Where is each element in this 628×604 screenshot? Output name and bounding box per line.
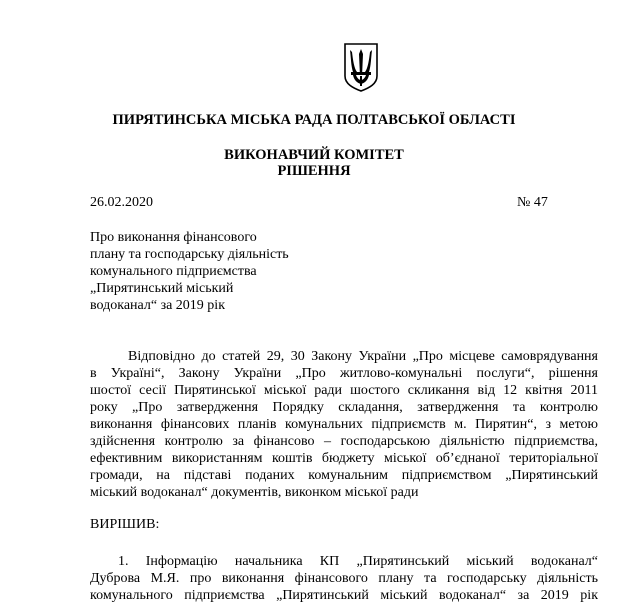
document-number: № 47 bbox=[517, 195, 548, 210]
paragraph-line: шостої сесії Пирятинської міської ради шостого скликання від 12 квітня 2011 bbox=[90, 383, 598, 398]
item-line: Дуброва М.Я. про виконання фінансового плану та господарську діяльність bbox=[90, 571, 598, 586]
preamble-paragraph bbox=[90, 348, 598, 501]
committee-title: ВИКОНАВЧИЙ КОМІТЕТ bbox=[224, 147, 404, 163]
subject-line: комунального підприємства bbox=[90, 264, 257, 279]
resolution-item-1 bbox=[90, 553, 598, 604]
subject-block bbox=[90, 229, 330, 314]
paragraph-line: в Україні“, Закону України „Про житлово-комунальні послуги“, рішення bbox=[90, 366, 598, 381]
resolve-heading: ВИРІШИВ: bbox=[90, 517, 160, 532]
document-type: РІШЕННЯ bbox=[277, 163, 351, 179]
paragraph-line: виконання фінансових планів комунальних підприємств м. Пирятин“, з метою bbox=[90, 417, 598, 432]
item-line: комунального підприємства „Пирятинський міський водоканал“ за 2019 рік bbox=[90, 588, 598, 603]
subject-line: плану та господарську діяльність bbox=[90, 247, 289, 262]
paragraph-line: ефективним використанням коштів бюджету міської об’єднаної територіальної bbox=[90, 451, 598, 466]
council-name: ПИРЯТИНСЬКА МІСЬКА РАДА ПОЛТАВСЬКОЇ ОБЛАСТІ bbox=[112, 112, 516, 128]
subject-line: водоканал“ за 2019 рік bbox=[90, 298, 226, 313]
paragraph-line: року „Про затвердження Порядку складання, затвердження та контролю bbox=[90, 400, 598, 415]
item-line: 1. Інформацію начальника КП „Пирятинський міський водоканал“ bbox=[118, 554, 598, 569]
paragraph-line: громади, на підставі поданих комунальним підприємством „Пирятинський bbox=[90, 468, 598, 483]
paragraph-line: міський водоканал“ документів, виконком міської ради bbox=[90, 485, 419, 500]
paragraph-line: здійснення контролю за фінансово – господарською діяльністю підприємства, bbox=[90, 434, 598, 449]
subject-line: „Пирятинський міський bbox=[90, 281, 234, 296]
paragraph-line: Відповідно до статей 29, 30 Закону України „Про місцеве самоврядування bbox=[128, 349, 598, 364]
document-date: 26.02.2020 bbox=[90, 195, 153, 210]
trident-coat-of-arms-icon bbox=[343, 42, 379, 92]
subject-line: Про виконання фінансового bbox=[90, 230, 257, 245]
